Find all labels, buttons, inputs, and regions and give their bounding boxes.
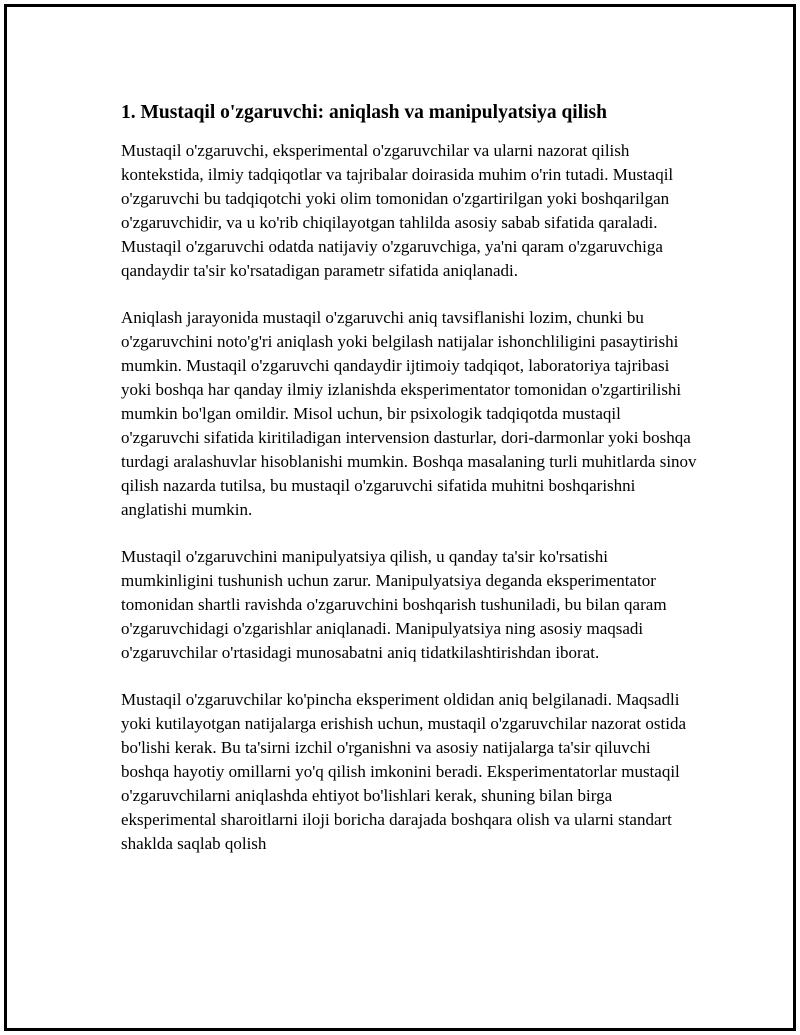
paragraph-3: Mustaqil o'zgaruvchini manipulyatsiya qilish, u qanday ta'sir ko'rsatishi mumkinligini tushunish uchun zarur. Manipulyatsiya deganda eksperimentator tomonidan shartli ravishda o'zgaruvchini boshqarish tushuniladi, bu bilan qaram o'zgaruvchidagi o'zgarishlar aniqlanadi. Manipulyatsiya ning asosiy maqsadi o'zgaruvchilar o'rtasidagi munosabatni aniq tidatkilashtirishdan iborat. (121, 547, 667, 662)
page-frame (4, 4, 796, 1031)
paragraph-2: Aniqlash jarayonida mustaqil o'zgaruvchi aniq tavsiflanishi lozim, chunki bu o'zgaruvchini noto'g'ri aniqlash yoki belgilash natijalar ishonchliligini pasaytirishi mumkin. Mustaqil o'zgaruvchi qandaydir ijtimoiy tadqiqot, laboratoriya tajribasi yoki boshqa har qanday ilmiy izlanishda eksperimentator tomonidan o'zgartirilishi mumkin bo'lgan omildir. Misol uchun, bir psixologik tadqiqotda mustaqil o'zgaruvchi sifatida kiritiladigan intervension dasturlar, dori-darmonlar yoki boshqa turdagi aralashuvlar hisoblanishi mumkin. Boshqa masalaning turli muhitlarda sinov qilish nazarda tutilsa, bu mustaqil o'zgaruvchi sifatida muhitni boshqarishni anglatishi mumkin. (121, 308, 697, 519)
section-heading: 1. Mustaqil o'zgaruvchi: aniqlash va manipulyatsiya qilish (121, 102, 607, 123)
paragraph-4: Mustaqil o'zgaruvchilar ko'pincha eksperiment oldidan aniq belgilanadi. Maqsadli yoki kutilayotgan natijalarga erishish uchun, mustaqil o'zgaruvchilar nazorat ostida bo'lishi kerak. Bu ta'sirni izchil o'rganishni va asosiy natijalarga ta'sir qiluvchi boshqa hayotiy omillarni yo'q qilish imkonini beradi. Eksperimentatorlar mustaqil o'zgaruvchilarni aniqlashda ehtiyot bo'lishlari kerak, shuning bilan birga eksperimental sharoitlarni iloji boricha darajada boshqara olish va ularni standart shaklda saqlab qolish (121, 690, 687, 853)
document-body (121, 97, 701, 879)
paragraph-1: Mustaqil o'zgaruvchi, eksperimental o'zgaruvchilar va ularni nazorat qilish kontekstida, ilmiy tadqiqotlar va tajribalar doirasida muhim o'rin tutadi. Mustaqil o'zgaruvchi bu tadqiqotchi yoki olim tomonidan o'zgartirilgan yoki boshqarilgan o'zgaruvchidir, va u ko'rib chiqilayotgan tahlilda asosiy sabab sifatida qaraladi. Mustaqil o'zgaruvchi odatda natijaviy o'zgaruvchiga, ya'ni qaram o'zgaruvchiga qandaydir ta'sir ko'rsatadigan parametr sifatida aniqlanadi. (121, 141, 674, 280)
